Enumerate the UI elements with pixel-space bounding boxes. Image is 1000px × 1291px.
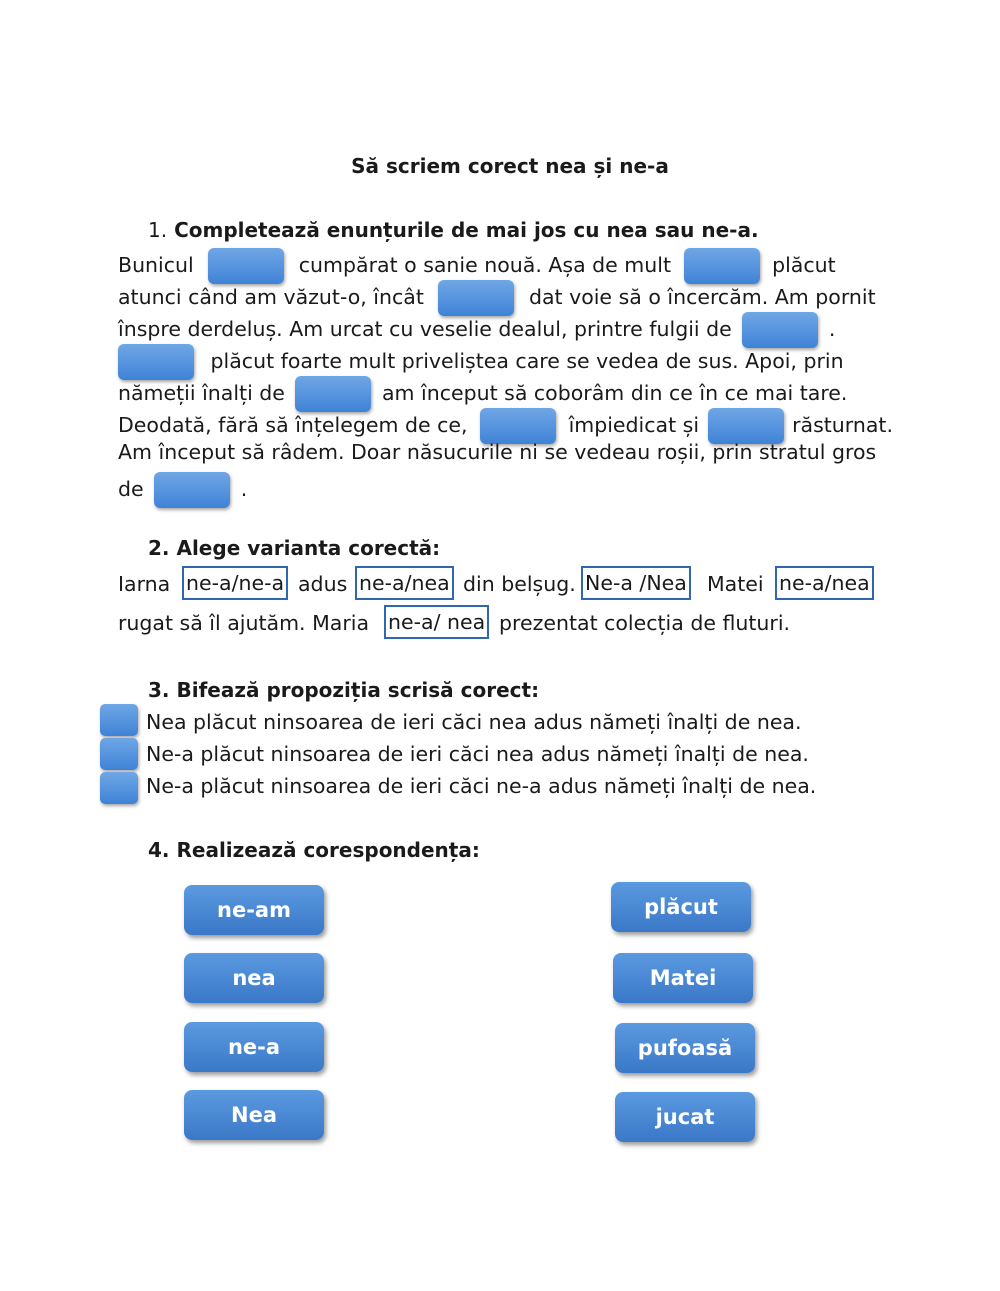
ex1-number: 1.	[148, 218, 168, 242]
drop-blank[interactable]	[708, 408, 784, 444]
match-right-4[interactable]: jucat	[615, 1092, 755, 1142]
checkbox-option-1[interactable]	[100, 704, 138, 736]
text-segment: rugat să îl ajutăm. Maria	[118, 611, 370, 635]
ex1-line-6	[118, 408, 893, 444]
text-segment: atunci când am văzut-o, încât	[118, 285, 424, 309]
text-segment: .	[240, 477, 248, 501]
choice-box-3[interactable]: Ne-a /Nea	[581, 566, 691, 600]
drop-blank[interactable]	[295, 376, 371, 412]
text-segment: Matei	[707, 572, 764, 596]
ex1-line-8	[118, 472, 247, 508]
text-segment: am început să coborâm din ce în ce mai tare.	[381, 381, 848, 405]
match-left-4[interactable]: Nea	[184, 1090, 324, 1140]
text-segment: adus	[298, 572, 348, 596]
option-text-1: Nea plăcut ninsoarea de ieri căci nea adus nămeți înalți de nea.	[146, 710, 802, 734]
choice-box-2[interactable]: ne-a/nea	[355, 566, 454, 600]
option-text-2: Ne-a plăcut ninsoarea de ieri căci nea adus nămeți înalți de nea.	[146, 742, 809, 766]
text-segment: din belșug.	[463, 572, 576, 596]
ex1-line-2	[118, 280, 876, 316]
ex3-heading: 3. Bifează propoziția scrisă corect:	[148, 678, 540, 702]
ex4-heading: 4. Realizează corespondența:	[148, 838, 480, 862]
text-segment: Bunicul	[118, 253, 194, 277]
text-segment: răsturnat.	[792, 413, 893, 437]
drop-blank[interactable]	[154, 472, 230, 508]
text-segment: prezentat colecția de fluturi.	[499, 611, 791, 635]
option-text-3: Ne-a plăcut ninsoarea de ieri căci ne-a adus nămeți înalți de nea.	[146, 774, 817, 798]
text-segment: Am început să râdem. Doar năsucurile ni se vedeau roșii, prin stratul gros	[118, 440, 877, 464]
ex1-line-7	[118, 440, 876, 464]
checkbox-option-2[interactable]	[100, 738, 138, 770]
ex1-line-3	[118, 312, 835, 348]
text-segment: Deodată, fără să înțelegem de ce,	[118, 413, 468, 437]
match-left-3[interactable]: ne-a	[184, 1022, 324, 1072]
match-right-3[interactable]: pufoasă	[615, 1023, 755, 1073]
ex1-line-5	[118, 376, 847, 412]
match-left-2[interactable]: nea	[184, 953, 324, 1003]
checkbox-option-3[interactable]	[100, 772, 138, 804]
ex1-line-1	[118, 248, 836, 284]
ex1-heading	[148, 218, 759, 242]
ex1-line-4	[118, 344, 844, 380]
text-segment: cumpărat o sanie nouă. Așa de mult	[298, 253, 671, 277]
text-segment: plăcut foarte mult priveliștea care se vedea de sus. Apoi, prin	[210, 349, 844, 373]
text-segment: de	[118, 477, 144, 501]
text-segment: .	[828, 317, 836, 341]
page-title: Să scriem corect nea și ne-a	[351, 154, 669, 178]
choice-box-4[interactable]: ne-a/nea	[775, 566, 874, 600]
match-left-1[interactable]: ne-am	[184, 885, 324, 935]
ex2-heading: 2. Alege varianta corectă:	[148, 536, 441, 560]
ex1-heading-text: Completează enunțurile de mai jos cu nea sau ne-a.	[174, 218, 759, 242]
text-segment: Iarna	[118, 572, 171, 596]
drop-blank[interactable]	[480, 408, 556, 444]
drop-blank[interactable]	[742, 312, 818, 348]
text-segment: plăcut	[772, 253, 836, 277]
match-right-2[interactable]: Matei	[613, 953, 753, 1003]
text-segment: dat voie să o încercăm. Am pornit	[528, 285, 876, 309]
text-segment: nămeții înalți de	[118, 381, 285, 405]
text-segment: împiedicat și	[568, 413, 700, 437]
text-segment: înspre derdeluș. Am urcat cu veselie dealul, printre fulgii de	[118, 317, 732, 341]
drop-blank[interactable]	[208, 248, 284, 284]
choice-box-5[interactable]: ne-a/ nea	[384, 605, 489, 639]
drop-blank[interactable]	[118, 344, 194, 380]
match-right-1[interactable]: plăcut	[611, 882, 751, 932]
choice-box-1[interactable]: ne-a/ne-a	[182, 566, 288, 600]
drop-blank[interactable]	[684, 248, 760, 284]
drop-blank[interactable]	[438, 280, 514, 316]
